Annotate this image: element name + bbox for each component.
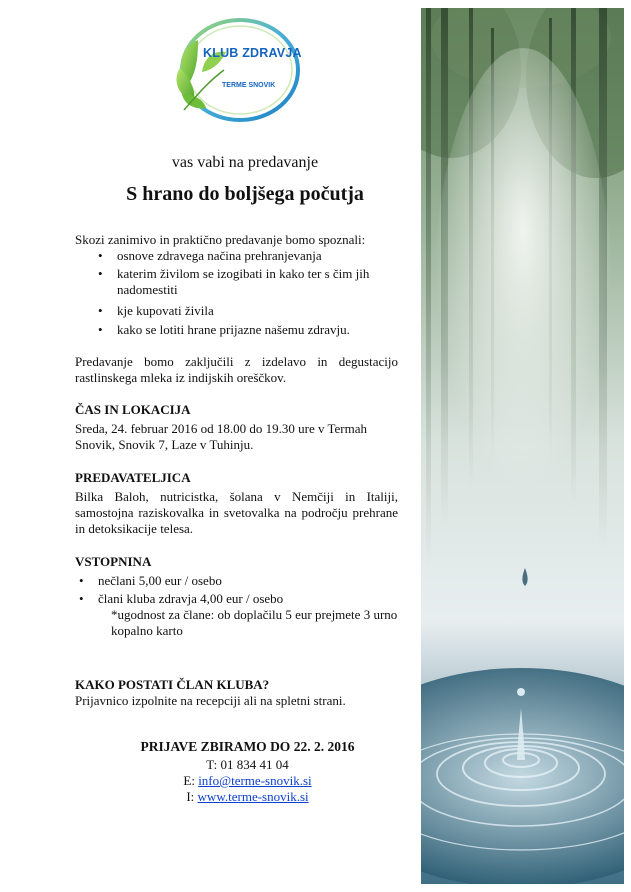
klub-zdravja-logo [168, 10, 308, 128]
list-item: • katerim živilom se izogibati in kako ter s čim jih nadomestiti [75, 266, 398, 298]
water-drop-icon [421, 8, 624, 884]
list-item: • nečlani 5,00 eur / osebo [75, 573, 398, 589]
list-item: • člani kluba zdravja 4,00 eur / osebo [75, 591, 398, 607]
time-location-heading: ČAS IN LOKACIJA [75, 402, 191, 417]
registration-heading: PRIJAVE ZBIRAMO DO 22. 2. 2016 [140, 739, 355, 754]
list-item: • osnove zdravega načina prehranjevanja [75, 248, 398, 264]
registration-phone: T: 01 834 41 04 [206, 757, 289, 772]
registration-web [75, 789, 420, 805]
email-prefix: E: [183, 773, 199, 788]
topic-list [75, 248, 398, 338]
membership-text: Prijavnico izpolnite na recepciji ali na spletni strani. [75, 693, 346, 708]
fee-list [75, 573, 398, 607]
registration-email [75, 773, 420, 789]
time-location-text: Sreda, 24. februar 2016 od 18.00 do 19.30 ure v Termah Snovik, Snovik 7, Laze v Tuhinju. [75, 421, 368, 452]
intro-text: Skozi zanimivo in praktično predavanje bomo spoznali: [75, 232, 366, 247]
forest-water-drop-image [421, 8, 624, 884]
website-link[interactable]: www.terme-snovik.si [197, 789, 309, 804]
logo-subtitle: TERME SNOVIK [222, 82, 276, 89]
lecture-title: S hrano do boljšega počutja [126, 183, 364, 205]
logo-title: KLUB ZDRAVJA [203, 46, 302, 60]
registration-block [75, 739, 420, 805]
lecturer-text: Bilka Baloh, nutricistka, šolana v Nemčiji in Italiji, samostojna raziskovalka in svetovalka na področju prehrane in detoksikacije telesa. [75, 489, 398, 536]
member-benefit-note: *ugodnost za člane: ob doplačilu 5 eur prejmete 3 urno kopalno karto [111, 607, 398, 638]
fee-heading: VSTOPNINA [75, 554, 152, 569]
flyer-content [75, 232, 398, 805]
list-item: • kje kupovati živila [75, 303, 398, 319]
web-prefix: I: [186, 789, 198, 804]
invitation-line: vas vabi na predavanje [171, 154, 319, 171]
closing-text: Predavanje bomo zaključili z izdelavo in degustacijo rastlinskega mleka iz indijskih oreščkov. [75, 354, 398, 385]
lecturer-heading: PREDAVATELJICA [75, 470, 191, 485]
email-link[interactable]: info@terme-snovik.si [198, 773, 312, 788]
membership-heading: KAKO POSTATI ČLAN KLUBA? [75, 677, 270, 692]
list-item: • kako se lotiti hrane prijazne našemu zdravju. [75, 322, 398, 338]
leaf-ring-icon [168, 10, 308, 128]
